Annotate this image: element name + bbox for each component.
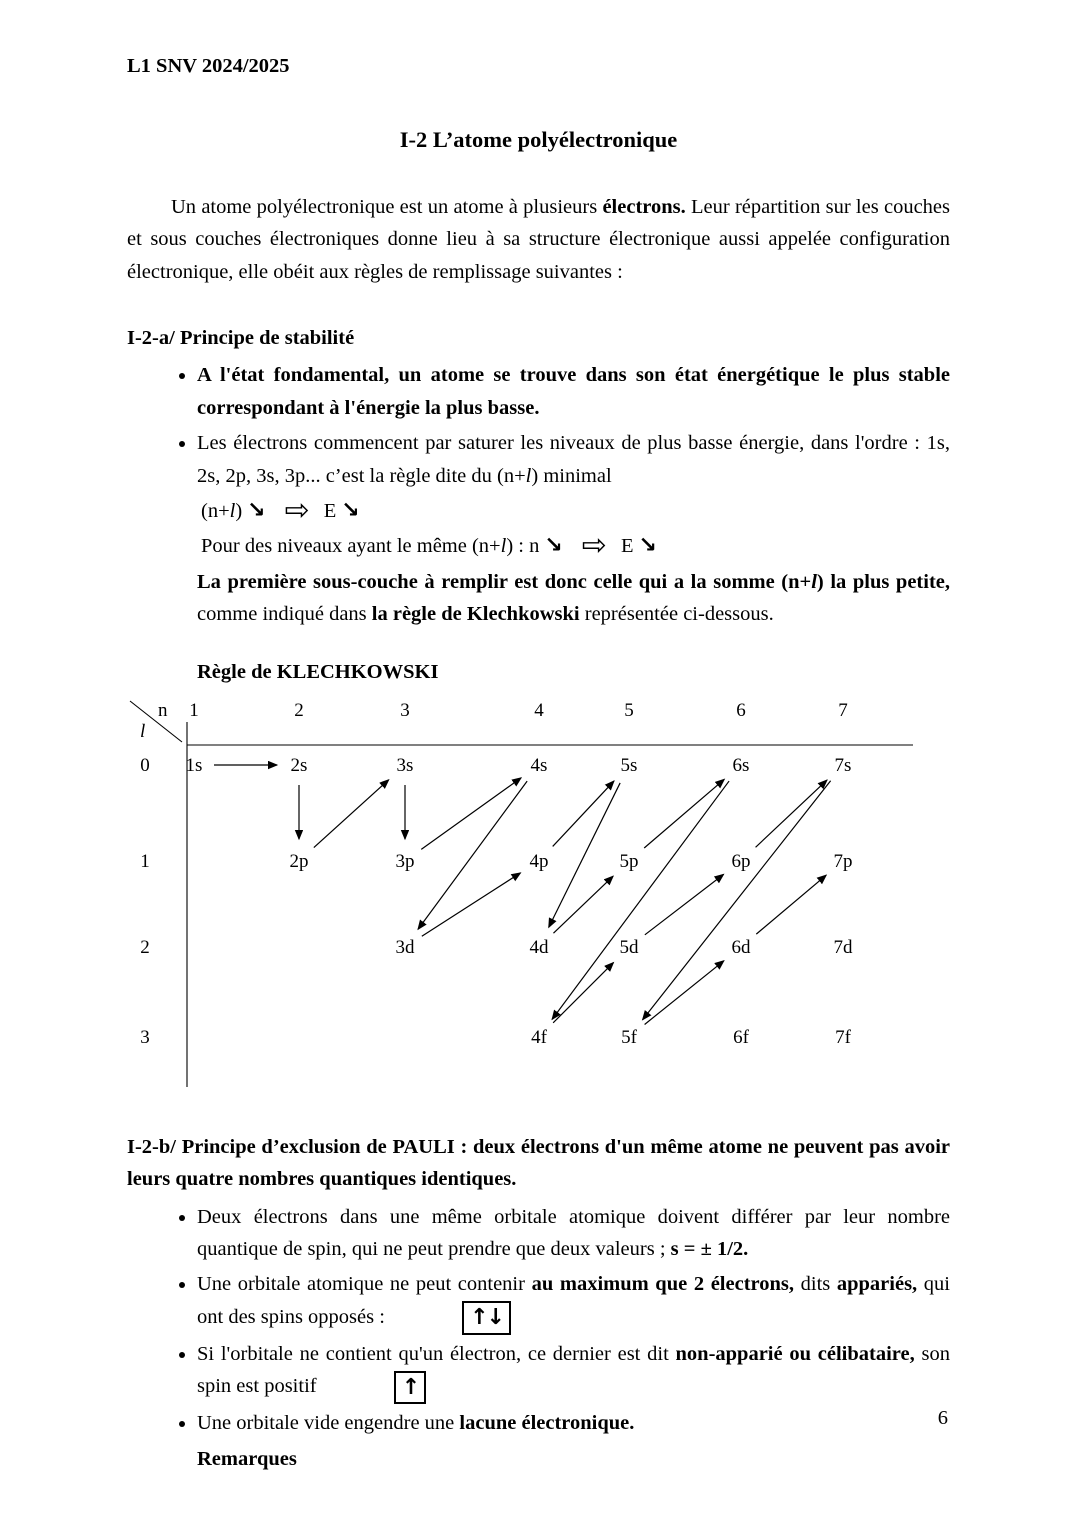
- orbital-7s: 7s: [834, 754, 852, 776]
- n-value-6: 6: [736, 699, 746, 721]
- bullet-stability: • A l'état fondamental, un atome se trouve dans son état énergétique le plus stable correspondant à l'énergie la plus basse.: [197, 359, 950, 424]
- section-b-heading: I-2-b/ Principe d’exclusion de PAULI : deux électrons d'un même atome ne peuvent pas avoir leurs quatre nombres quantiques identiques.: [127, 1135, 950, 1191]
- southeast-arrow-icon: ↘: [247, 497, 266, 523]
- n-value-2: 2: [294, 699, 304, 721]
- orbital-6p: 6p: [731, 850, 751, 872]
- fill-order-arrow-6d-to-7p: [756, 875, 826, 934]
- southeast-arrow-icon: ↘: [544, 533, 563, 559]
- fill-order-arrow-2p-to-3s: [314, 780, 389, 848]
- section-a-bullets: [127, 359, 950, 630]
- klechkowski-heading: Règle de KLECHKOWSKI: [197, 661, 439, 684]
- n-axis-label: n: [158, 699, 168, 721]
- text-run: ) : n: [506, 535, 540, 558]
- orbital-5s: 5s: [620, 754, 638, 776]
- fill-order-arrow-5s-to-4d: [549, 783, 620, 927]
- text-run: son spin est positif: [197, 1342, 950, 1398]
- n-value-7: 7: [838, 699, 848, 721]
- l-value-1: 1: [140, 850, 150, 872]
- n-value-3: 3: [400, 699, 410, 721]
- text-run: Une orbitale vide engendre une: [197, 1412, 460, 1435]
- text-run: qui ont des spins opposés :: [197, 1273, 951, 1328]
- text-run: dits: [794, 1273, 837, 1296]
- southeast-arrow-icon: ↘: [638, 533, 657, 559]
- l-value-3: 3: [140, 1026, 150, 1048]
- orbital-3p: 3p: [395, 850, 415, 872]
- orbital-4p: 4p: [529, 850, 549, 872]
- first-subshell-text: [197, 566, 950, 631]
- southeast-arrow-icon: ↘: [341, 497, 360, 523]
- bullet-spin-values: [197, 1201, 950, 1266]
- n-value-4: 4: [534, 699, 544, 721]
- orbital-3d: 3d: [395, 936, 415, 958]
- text-run: la règle de Klechkowski: [371, 603, 580, 626]
- implies-arrow-icon: ⇨: [284, 492, 310, 528]
- text-run: lacune électronique.: [459, 1412, 635, 1435]
- fill-order-arrow-3p-to-4s: [421, 778, 521, 850]
- text-run: E: [323, 499, 337, 522]
- orbital-7f: 7f: [835, 1026, 851, 1048]
- text-run: E: [620, 535, 634, 558]
- nl-rule-formula: [201, 492, 950, 528]
- text-run: l: [500, 535, 507, 558]
- section-b-bullets: [127, 1201, 950, 1440]
- same-nl-formula: [201, 530, 950, 562]
- intro-paragraph: [127, 191, 950, 288]
- n-value-5: 5: [624, 699, 634, 721]
- filling-order-text: [197, 427, 950, 492]
- orbital-4s: 4s: [530, 754, 548, 776]
- text-run: Deux électrons dans une même orbitale atomique doivent différer par leur nombre quantique de spin, qui ne peut prendre que deux valeurs ;: [197, 1205, 950, 1260]
- orbital-7p: 7p: [833, 850, 853, 872]
- fill-order-arrow-7s-to-5f: [643, 781, 831, 1020]
- bullet-unpaired-electron: [197, 1338, 950, 1405]
- text-run: comme indiqué dans: [197, 603, 372, 626]
- text-run: l: [525, 464, 532, 487]
- klechkowski-svg: [127, 699, 937, 1097]
- text-run: représentée ci-dessous.: [579, 603, 774, 626]
- text-run: appariés,: [836, 1273, 918, 1296]
- text-run: ) minimal: [531, 464, 612, 487]
- implies-arrow-icon: ⇨: [581, 528, 607, 564]
- fill-order-arrow-6s-to-4f: [552, 781, 729, 1019]
- bullet-filling-order: [197, 427, 950, 630]
- fill-order-arrow-5d-to-6p: [645, 874, 724, 934]
- orbital-2p: 2p: [289, 850, 309, 872]
- n-value-1: 1: [189, 699, 199, 721]
- single-spin-box: ↑: [394, 1371, 426, 1405]
- fill-order-arrow-4s-to-3d: [418, 781, 527, 929]
- text-run: (n+: [201, 499, 230, 522]
- corner-diagonal-line: [130, 701, 182, 742]
- klechkowski-diagram: [127, 699, 950, 1097]
- diagram-content: [140, 700, 853, 1048]
- l-value-0: 0: [140, 754, 150, 776]
- text-run: l: [811, 570, 817, 593]
- paired-spins-box: ↑↓: [462, 1301, 511, 1335]
- text-run: au maximum que 2 électrons,: [531, 1273, 795, 1296]
- fill-order-arrow-4d-to-5p: [553, 876, 613, 933]
- fill-order-arrow-4f-to-5d: [553, 962, 613, 1022]
- text-run: non-apparié ou célibataire,: [675, 1342, 915, 1365]
- text-run: Leur répartition sur les couches et sous couches électroniques donne lieu à sa structure électronique aussi appelée configuration électronique, elle obéit aux règles de remplissage suivantes :: [127, 195, 950, 283]
- orbital-1s: 1s: [185, 754, 203, 776]
- text-run: Pour des niveaux ayant le même (n+: [201, 535, 501, 558]
- orbital-5p: 5p: [619, 850, 639, 872]
- bullet-paired-electrons: [197, 1268, 950, 1335]
- text-run: électrons.: [602, 195, 686, 218]
- orbital-7d: 7d: [833, 936, 853, 958]
- orbital-6s: 6s: [732, 754, 750, 776]
- text-run: s = ± 1/2.: [670, 1237, 749, 1260]
- text-run: Les électrons commencent par saturer les niveaux de plus basse énergie, dans l'ordre : 1s, 2s, 2p, 3s, 3p... c’est la règle dite du (n+: [197, 432, 950, 487]
- fill-order-arrow-5p-to-6s: [644, 779, 724, 848]
- orbital-5f: 5f: [621, 1026, 637, 1048]
- course-header: L1 SNV 2024/2025: [127, 55, 290, 77]
- text-run: Si l'orbitale ne contient qu'un électron, ce dernier est dit: [197, 1342, 676, 1365]
- page-number: 6: [937, 1407, 948, 1429]
- section-a-heading: I-2-a/ Principe de stabilité: [127, 327, 355, 350]
- orbital-4d: 4d: [529, 936, 549, 958]
- l-value-2: 2: [140, 936, 150, 958]
- bullet-empty-orbital: [197, 1407, 950, 1439]
- remarques-heading: Remarques: [197, 1447, 297, 1470]
- text-run: ) la plus petite,: [816, 570, 950, 593]
- orbital-4f: 4f: [531, 1026, 547, 1048]
- orbital-3s: 3s: [396, 754, 414, 776]
- text-run: ): [235, 499, 243, 522]
- orbital-5d: 5d: [619, 936, 639, 958]
- orbital-6f: 6f: [733, 1026, 749, 1048]
- page-title: I-2 L’atome polyélectronique: [399, 127, 678, 153]
- fill-order-arrow-5f-to-6d: [645, 961, 724, 1025]
- text-run: l: [229, 499, 236, 522]
- fill-order-arrow-6p-to-7s: [756, 780, 827, 847]
- orbital-6d: 6d: [731, 936, 751, 958]
- text-run: La première sous-couche à remplir est donc celle qui a la somme (n+: [197, 570, 812, 593]
- orbital-2s: 2s: [290, 754, 308, 776]
- l-axis-label: l: [140, 720, 146, 742]
- text-run: Un atome polyélectronique est un atome à plusieurs: [171, 195, 603, 218]
- text-run: Une orbitale atomique ne peut contenir: [197, 1273, 532, 1296]
